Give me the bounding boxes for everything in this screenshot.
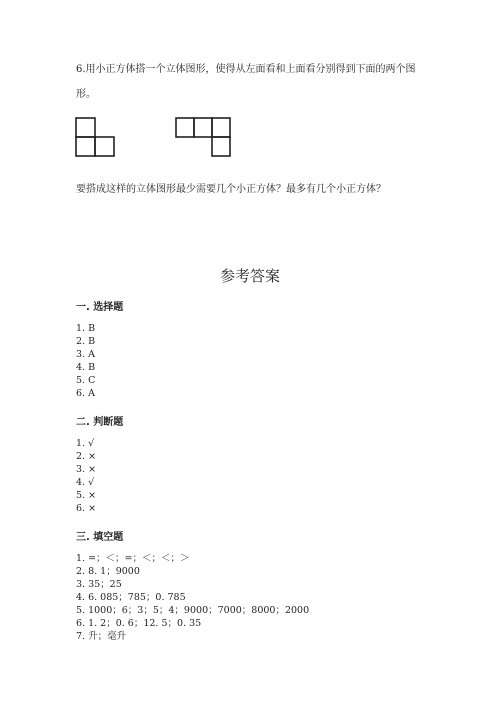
left-view-square-bottom-left	[76, 137, 95, 156]
true-false-answer-list	[76, 437, 96, 515]
answer-item: 2. B	[76, 336, 96, 347]
question-6-text-line2: 形。	[76, 89, 96, 100]
answer-item: 5. ×	[76, 490, 97, 501]
left-view-figure	[74, 116, 118, 158]
answer-item: 2. 8. 1；9000	[76, 566, 140, 577]
answer-key-title: 参考答案	[219, 267, 280, 285]
top-view-figure	[174, 116, 234, 158]
answer-item: 2. ×	[76, 451, 97, 462]
answer-item: 1. B	[76, 323, 96, 334]
answer-item: 1. =；＜；=；＜；＜；＞	[76, 553, 190, 564]
top-view-square-2	[194, 118, 212, 137]
left-view-square-bottom-right	[95, 137, 114, 156]
section-title-true-false: 二. 判断题	[76, 417, 124, 428]
answer-item: 7. 升；毫升	[76, 631, 127, 642]
answer-item: 6. ×	[76, 503, 97, 514]
answer-item: 5. 1000；6；3；5；4；9000；7000；8000；2000	[76, 605, 310, 616]
top-view-square-4	[212, 137, 230, 156]
top-view-square-3	[212, 118, 230, 137]
top-view-square-1	[176, 118, 194, 137]
section-title-multiple-choice: 一. 选择题	[76, 302, 124, 313]
multiple-choice-answer-list	[76, 322, 95, 400]
fill-in-blank-answer-list	[76, 552, 309, 643]
answer-item: 4. B	[76, 362, 96, 373]
left-view-square-top	[76, 118, 95, 137]
answer-item: 4. 6. 085；785；0. 785	[76, 592, 186, 603]
answer-item: 4. √	[76, 477, 95, 488]
answer-item: 6. A	[76, 388, 95, 399]
answer-item: 6. 1. 2；0. 6；12. 5；0. 35	[76, 618, 202, 629]
answer-item: 5. C	[76, 375, 96, 386]
answer-item: 3. 35；25	[76, 579, 122, 590]
answer-item: 3. A	[76, 349, 95, 360]
question-6-follow-up: 要搭成这样的立体图形最少需要几个小正方体？最多有几个小正方体？	[76, 184, 386, 195]
question-6-text-line1: 6.用小正方体搭一个立体图形，使得从左面看和上面看分别得到下面的两个图	[76, 64, 416, 75]
answer-item: 1. √	[76, 438, 95, 449]
section-title-fill-in-blank: 三. 填空题	[76, 532, 124, 543]
answer-item: 3. ×	[76, 464, 97, 475]
